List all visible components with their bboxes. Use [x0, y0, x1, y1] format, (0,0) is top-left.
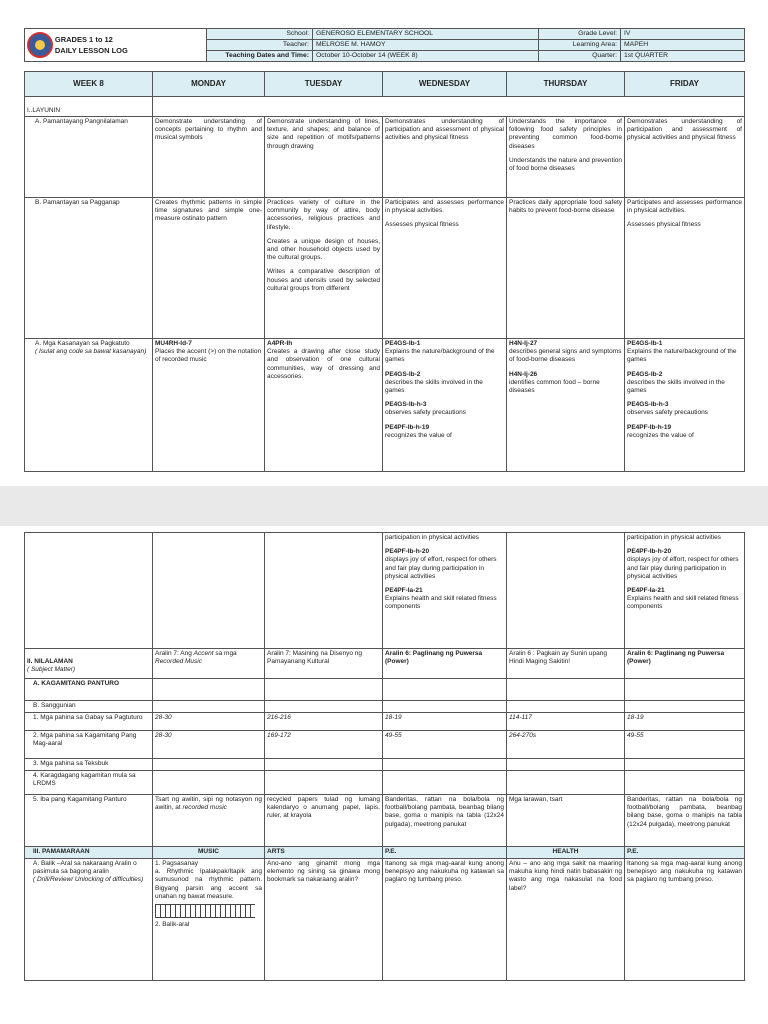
thursday-header: THURSDAY	[507, 72, 625, 97]
kasanayan-note: ( Isulat ang code sa bawat kasanayan)	[35, 348, 147, 356]
c-wed	[383, 339, 507, 472]
r4-thu	[507, 771, 625, 795]
c-fri-2: describes the skills involved in the games	[627, 378, 725, 395]
nil-mon-2: Accent	[193, 650, 214, 657]
teksbuk-label: 3. Mga pahina sa Teksbuk	[25, 759, 153, 771]
c-tue-text: Creates a drawing after close study and observation of one cultural communities, way of dressing and accessories.	[267, 348, 380, 380]
c-fri-1: Explains the nature/background of the games	[627, 348, 737, 364]
c-mon-code: MU4RH-Id-7	[155, 340, 192, 347]
r3-mon	[153, 759, 265, 771]
c-fri-3: observes safety precautions	[627, 409, 708, 417]
bal-mon-2: a. Rhythmic Ipalakpak/Itapik ang sumusunod na rhythmic pattern. Bigyang parsin ang accent sa unahan ng bawat measure.	[155, 868, 262, 900]
form-title-2: DAILY LESSON LOG	[54, 46, 128, 55]
bal-thu: Anu – ano ang mga sakit na maaring makuha kung hindi natin babasakin ng wasto ang mga nakasulat na food label?	[507, 859, 625, 981]
b-wed-1: Participates and assesses performance in physical activities.	[385, 199, 504, 215]
r2-mon: 28-30	[153, 731, 265, 759]
nil-mon	[153, 649, 265, 679]
c-thu-code2: H4N-Ij-26	[509, 370, 538, 378]
r5-fri: Banderitas, rattan na bola/bola ng football/bolang pambata, beanbag bilang base, goma o manipis na tabla (12x24 pulgada), meetrong panukat	[625, 795, 745, 847]
b-fri-2: Assesses physical fitness	[627, 221, 701, 229]
area-label: Learning Area:	[539, 40, 621, 51]
r3-fri	[625, 759, 745, 771]
sang-thu	[507, 701, 625, 713]
r4-fri	[625, 771, 745, 795]
gabay-label: 1. Mga pahina sa Gabay sa Pagtuturo	[25, 713, 153, 731]
lesson-table-2	[24, 532, 745, 981]
page-1	[0, 0, 768, 486]
row-label-pamantayang-pangnilalaman: A. Pamantayang Pangnilalaman	[25, 117, 153, 198]
pam-mon: MUSIC	[153, 847, 265, 859]
c-fri-code3: PE4GS-Ib-h-3	[627, 401, 669, 409]
dates-label: Teaching Dates and Time:	[207, 51, 313, 62]
cont-wed	[383, 533, 507, 649]
r5-mon-2: recorded music	[182, 804, 227, 812]
sang-mon	[153, 701, 265, 713]
c-thu-code1: H4N-Ij-27	[509, 340, 538, 347]
c-mon-text: Places the accent (>) on the notation of recorded music	[155, 348, 262, 364]
pam-thu: HEALTH	[507, 847, 625, 859]
p2-fri-1: participation in physical activities	[627, 534, 721, 541]
bal-tue: Ano-ano ang ginamit mong mga elemento ng sining sa ginawa mong bookmark sa nakaraang aralin?	[265, 859, 383, 981]
tuesday-header: TUESDAY	[265, 72, 383, 97]
a-tue: Demonstrate understanding of lines, texture, and shapes; and balance of size and repetition of motifs/patterns through drawing	[265, 117, 383, 198]
bal-mon-1: 1. Pagsasanay	[155, 860, 199, 867]
c-thu	[507, 339, 625, 472]
c-fri	[625, 339, 745, 472]
pamamaraan-label: III. PAMAMARAAN	[25, 847, 153, 859]
cont-thu	[507, 533, 625, 649]
c-tue	[265, 339, 383, 472]
kasanayan-label: A. Mga Kasanayan sa Pagkatuto	[35, 340, 130, 347]
r2-tue: 169-172	[265, 731, 383, 759]
kag-fri	[625, 679, 745, 701]
nilalaman-label	[25, 649, 153, 679]
layunin-title-text: I..LAYUNIN	[27, 106, 61, 114]
r4-mon	[153, 771, 265, 795]
dates-value: October 10-October 14 (WEEK 8)	[313, 51, 539, 62]
nilalaman-title: II. NILALAMAN	[27, 658, 73, 665]
form-title-1: GRADES 1 to 12	[54, 35, 113, 44]
p2-fri-6: Explains health and skill related fitness components	[627, 595, 739, 611]
bal-fri: Itanong sa mga mag-aaral kung anong benepisyo ang nakukuha ng katawan sa paglaro ng tumbang preso.	[625, 859, 745, 981]
kag-tue	[265, 679, 383, 701]
friday-header: FRIDAY	[625, 72, 745, 97]
teacher-label: Teacher:	[207, 40, 313, 51]
r2-wed: 49-55	[383, 731, 507, 759]
cont-fri	[625, 533, 745, 649]
nil-wed: Aralin 6: Paglinang ng Puwersa (Power)	[383, 649, 507, 679]
c-thu-1: describes general signs and symptoms of food-borne diseases	[509, 348, 622, 364]
a-thu	[507, 117, 625, 198]
nil-mon-3: sa mga	[213, 650, 237, 657]
sang-tue	[265, 701, 383, 713]
r4-tue	[265, 771, 383, 795]
school-value: GENEROSO ELEMENTARY SCHOOL	[313, 29, 539, 40]
area-value: MAPEH	[621, 40, 745, 51]
r4-wed	[383, 771, 507, 795]
r3-wed	[383, 759, 507, 771]
kag-wed	[383, 679, 507, 701]
r5-mon	[153, 795, 265, 847]
c-thu-2: identifies common food – borne diseases	[509, 378, 600, 395]
b-tue-1: Practices variety of culture in the community by way of attire, body accessories, religious practices and lifestyle.	[267, 199, 380, 231]
teacher-value: MELROSE M. HAMOY	[313, 40, 539, 51]
r3-tue	[265, 759, 383, 771]
lrdms-label: 4. Karagdagang kagamitan mula sa LRDMS	[25, 771, 153, 795]
c-fri-code2: PE4GS-Ib-2	[627, 370, 663, 378]
balik-aral-note: ( Drill/Review/ Unlocking of difficulties)	[33, 876, 144, 884]
c-wed-1: Explains the nature/background of the games	[385, 348, 495, 364]
p2-wed-code5: PE4PF-Ib-h-20	[385, 548, 430, 556]
c-fri-4: recognizes the value of	[627, 431, 694, 439]
wednesday-header: WEDNESDAY	[383, 72, 507, 97]
kag-mon	[153, 679, 265, 701]
b-fri	[625, 198, 745, 339]
lesson-table-1	[24, 71, 745, 472]
b-fri-1: Participates and assesses performance in physical activities.	[627, 199, 742, 215]
cont-mon	[153, 533, 265, 649]
p2-fri-code5: PE4PF-Ib-h-20	[627, 548, 672, 556]
sanggunian-label: B. Sanggunian	[25, 701, 153, 713]
c-wed-4: recognizes the value of	[385, 431, 452, 439]
p2-wed-5: displays joy of effort, respect for others and fair play during participation in physical activities	[385, 556, 497, 580]
kagamitang-mag-aaral-label: 2. Mga pahina sa Kagamitang Pang Mag-aaral	[25, 731, 153, 759]
b-tue-2: Creates a unique design of houses, and other household objects used by the cultural groups.	[267, 237, 380, 262]
a-mon: Demonstrate understanding of concepts pertaining to rhythm and musical symbols	[153, 117, 265, 198]
r1-fri: 18-19	[625, 713, 745, 731]
layunin-title	[25, 97, 153, 117]
c-wed-2: describes the skills involved in the games	[385, 378, 483, 395]
bal-wed: Itanong sa mga mag-aaral kung anong benepisyo ang nakukuha ng katawan sa paglaro ng tumbang preso.	[383, 859, 507, 981]
r1-tue: 216-216	[265, 713, 383, 731]
kag-thu	[507, 679, 625, 701]
grade-value: IV	[621, 29, 745, 40]
b-mon: Creates rhythmic patterns in simple time signatures and simple one-measure ostinato pattern	[153, 198, 265, 339]
cont-tue	[265, 533, 383, 649]
logo-cell	[25, 29, 207, 62]
p2-fri-code6: PE4PF-Ia-21	[627, 587, 665, 595]
b-wed-2: Assesses physical fitness	[385, 221, 459, 229]
nil-mon-4: Recorded Music	[155, 658, 202, 666]
rhythm-notation-image	[155, 904, 255, 918]
a-fri: Demonstrates understanding of participation and assessment of physical activities and physical fitness	[625, 117, 745, 198]
p2-wed-6: Explains health and skill related fitness components	[385, 595, 497, 611]
c-wed-code4: PE4PF-Ib-h-19	[385, 423, 430, 431]
p2-wed-1: participation in physical activities	[385, 534, 479, 541]
a-thu-1: Understands the importance of following food safety principles in preventing common food-borne diseases	[509, 118, 622, 150]
r5-tue: recycled papers tulad ng lumang kalendaryo o anumang papel, lapis, ruler, at krayola	[265, 795, 383, 847]
row-label-kasanayan	[25, 339, 153, 472]
r2-thu: 264-270s	[507, 731, 625, 759]
quarter-label: Quarter:	[539, 51, 621, 62]
b-tue-3: Writes a comparative description of houses and utensils used by selected cultural groups from different	[267, 268, 380, 292]
r1-thu: 114-117	[507, 713, 625, 731]
sang-fri	[625, 701, 745, 713]
c-fri-code4: PE4PF-Ib-h-19	[627, 423, 672, 431]
kagamitan-label: A. KAGAMITANG PANTURO	[25, 679, 153, 701]
header-table	[24, 28, 745, 62]
cont-label	[25, 533, 153, 649]
pam-wed: P.E.	[383, 847, 507, 859]
r1-wed: 18-19	[383, 713, 507, 731]
sang-wed	[383, 701, 507, 713]
bal-mon	[153, 859, 265, 981]
p2-fri-5: displays joy of effort, respect for others and fair play during participation in physical activities	[627, 556, 739, 580]
page-2	[0, 526, 768, 1024]
c-wed-code1: PE4GS-Ib-1	[385, 340, 421, 347]
b-thu: Practices daily appropriate food safety habits to prevent food-borne disease	[507, 198, 625, 339]
r5-mon-1: Tsart ng awitin, sipi ng notasyon ng awitin, at	[155, 796, 262, 812]
pam-fri: P.E.	[625, 847, 745, 859]
b-tue	[265, 198, 383, 339]
school-label: School:	[207, 29, 313, 40]
p2-wed-code6: PE4PF-Ia-21	[385, 587, 423, 595]
week-header: WEEK 8	[25, 72, 153, 97]
iba-pang-kagamitan-label: 5. Iba pang Kagamitang Panturo	[25, 795, 153, 847]
balik-aral-label	[25, 859, 153, 981]
r5-thu: Mga larawan, tsart	[507, 795, 625, 847]
a-wed: Demonstrates understanding of participation and assessment of physical activities and physical fitness	[383, 117, 507, 198]
bal-mon-3: 2. Balik-aral	[155, 921, 190, 929]
balik-aral-title: A. Balik –Aral sa nakaraang Aralin o pasimula sa bagong aralin	[33, 860, 137, 876]
c-wed-code3: PE4GS-Ib-h-3	[385, 401, 427, 409]
page-gap	[0, 486, 768, 526]
c-fri-code1: PE4GS-Ib-1	[627, 340, 663, 347]
nil-thu: Aralin 6 : Pagkain ay Sunin upang Hindi Maging Sakitin!	[507, 649, 625, 679]
nil-fri: Aralin 6: Paglinang ng Puwersa (Power)	[625, 649, 745, 679]
c-tue-code: A4PR-Ih	[267, 340, 293, 347]
r2-fri: 49-55	[625, 731, 745, 759]
grade-label: Grade Level:	[539, 29, 621, 40]
a-thu-2: Understands the nature and prevention of food borne diseases	[509, 156, 622, 173]
r5-wed: Banderitas, rattan na bola/bola ng football/bolang pambata, beanbag bilang base, goma o manipis na tabla (12x24 pulgada), meetrong panukat	[383, 795, 507, 847]
r3-thu	[507, 759, 625, 771]
b-wed	[383, 198, 507, 339]
c-wed-3: observes safety precautions	[385, 409, 466, 417]
c-mon	[153, 339, 265, 472]
pam-tue: ARTS	[265, 847, 383, 859]
layunin-spacer	[153, 97, 745, 117]
monday-header: MONDAY	[153, 72, 265, 97]
c-wed-code2: PE4GS-Ib-2	[385, 370, 421, 378]
nilalaman-note: ( Subject Matter)	[27, 666, 76, 674]
nil-mon-1: Aralin 7: Ang	[155, 650, 194, 657]
r1-mon: 28-30	[153, 713, 265, 731]
deped-seal-icon	[27, 32, 53, 58]
nil-tue: Aralin 7: Masining na Disenyo ng Pamayanang Kultural	[265, 649, 383, 679]
quarter-value: 1st QUARTER	[621, 51, 745, 62]
row-label-pamantayan-sa-pagganap: B. Pamantayan sa Pagganap	[25, 198, 153, 339]
